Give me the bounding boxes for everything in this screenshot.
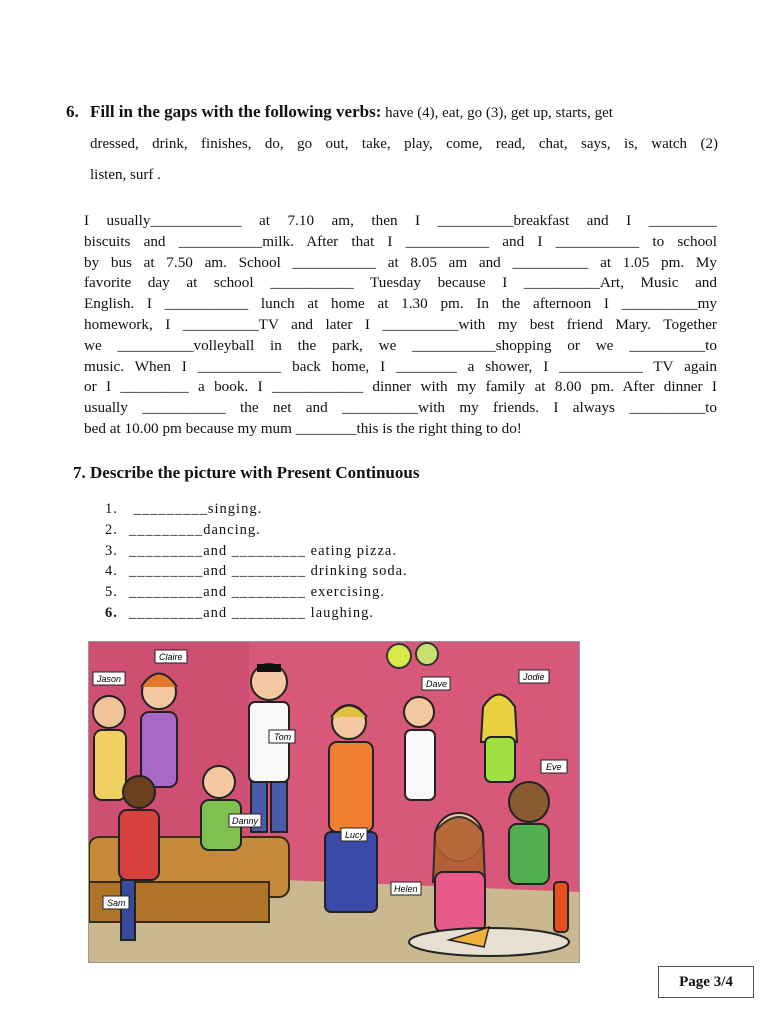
paragraph-line: homework, I __________TV and later I __________with my best friend Mary. Together (84, 315, 717, 333)
svg-text:Helen: Helen (394, 884, 418, 894)
page-number: Page 3/4 (658, 966, 754, 998)
soda-bottle-icon (554, 882, 568, 932)
svg-text:Tom: Tom (274, 732, 292, 742)
exercise-7-title: 7. Describe the picture with Present Continuous (73, 463, 420, 482)
item-number: 1. (105, 501, 118, 517)
name-tag-jason (93, 672, 125, 685)
item-text: _________singing. (129, 501, 263, 517)
paragraph-line: favorite day at school ___________ Tuesday because I __________Art, Music and (84, 274, 717, 292)
item-number: 3. (105, 542, 118, 559)
item-text: _________dancing. (129, 521, 261, 538)
paragraph-line: biscuits and ___________milk. After that I ___________ and I ___________ to school (84, 232, 717, 250)
name-tag-eve (541, 760, 567, 773)
list-item (105, 520, 408, 541)
person-eve (509, 782, 549, 884)
list-item (105, 561, 408, 582)
name-tag-helen (391, 882, 421, 895)
light-icon (416, 643, 438, 665)
name-tag-danny (229, 814, 261, 827)
person-helen (433, 813, 485, 932)
svg-text:Dave: Dave (426, 679, 448, 689)
svg-text:Sam: Sam (107, 898, 126, 908)
list-item (105, 603, 408, 624)
person-jodie (481, 695, 517, 783)
verb-list-line-1: have (4), eat, go (3), get up, starts, get (381, 105, 613, 121)
name-tag-sam (103, 896, 129, 909)
item-text: _________and _________ exercising. (129, 584, 385, 601)
light-icon (387, 644, 411, 668)
svg-text:Eve: Eve (546, 762, 562, 772)
table (409, 928, 569, 956)
party-scene-svg (89, 642, 579, 962)
exercise-7-list (105, 499, 408, 624)
list-item (105, 582, 408, 603)
name-tag-jodie (519, 670, 549, 683)
item-number: 2. (105, 521, 118, 538)
name-tag-lucy (341, 828, 367, 841)
party-illustration (88, 641, 580, 963)
verb-list-line-3: listen, surf . (90, 167, 161, 183)
paragraph-line: I usually____________ at 7.10 am, then I __________breakfast and I _________ (84, 212, 717, 229)
item-text: _________and _________ eating pizza. (129, 542, 397, 559)
paragraph-line: by bus at 7.50 am. School ___________ at 8.05 am and __________ at 1.05 pm. My (84, 253, 717, 271)
item-number: 4. (105, 563, 118, 580)
person-claire (141, 674, 177, 788)
exercise-6-number: 6. (66, 102, 79, 121)
item-text: _________and _________ drinking soda. (129, 563, 408, 580)
svg-text:Jason: Jason (97, 674, 122, 684)
verb-list-line-2: dressed, drink, finishes, do, go out, take, play, come, read, chat, says, is, watch (2) (90, 136, 718, 152)
item-text: _________and _________ laughing. (129, 604, 375, 621)
name-tag-dave (422, 677, 450, 690)
name-tag-claire (155, 650, 187, 663)
exercise-6-heading (66, 96, 718, 191)
name-tag-tom (269, 730, 295, 743)
paragraph-line: bed at 10.00 pm because my mum ________this is the right thing to do! (84, 419, 522, 437)
paragraph-line: or I _________ a book. I ____________ dinner with my family at 8.00 pm. After dinner I (84, 378, 717, 396)
svg-text:Lucy: Lucy (345, 830, 365, 840)
exercise-6-title: Fill in the gaps with the following verbs: (90, 102, 382, 121)
person-dave (404, 697, 435, 800)
svg-text:Jodie: Jodie (523, 672, 545, 682)
paragraph-line: music. When I ___________ back home, I ________ a shower, I ___________ TV again (84, 357, 717, 375)
paragraph-line: English. I ___________ lunch at home at 1.30 pm. In the afternoon I __________my (84, 295, 717, 313)
svg-text:Danny: Danny (232, 816, 259, 826)
paragraph-line: usually ___________ the net and __________with my friends. I always __________to (84, 399, 717, 417)
paragraph-line: we __________volleyball in the park, we ___________shopping or we __________to (84, 336, 717, 354)
gap-fill-paragraph (84, 211, 717, 440)
item-number: 5. (105, 584, 118, 601)
person-danny (201, 766, 241, 850)
list-item (105, 541, 408, 562)
person-jason (93, 696, 126, 800)
svg-text:Claire: Claire (159, 652, 183, 662)
list-item (105, 499, 408, 520)
item-number: 6. (105, 604, 118, 621)
